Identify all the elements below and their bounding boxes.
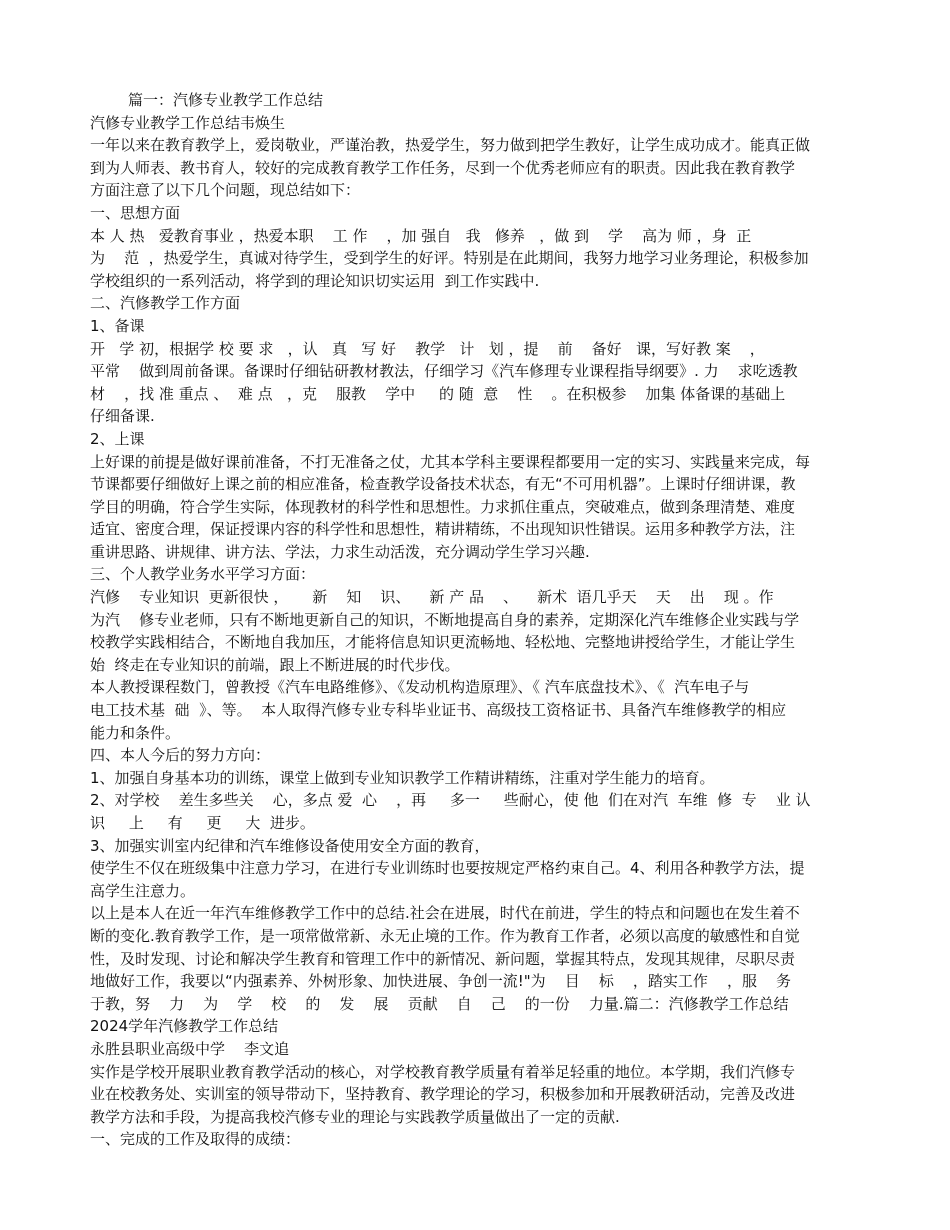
text-line: 1、加强自身基本功的训练，课堂上做到专业知识教学工作精讲精练，注重对学生能力的培育。: [90, 768, 715, 787]
text-line: 节课都要仔细做好上课之前的相应准备，检查教学设备技术状态，有无“不可用机器”。上课时仔细讲课，教: [90, 475, 796, 494]
text-line: 方面注意了以下几个问题，现总结如下：: [90, 181, 361, 200]
author-line: 永胜县职业高级中学 李文追: [90, 1039, 290, 1058]
text-line: 校教学实践相结合，不断地自我加压，才能将信息知识更流畅地、轻松地、完整地讲授给学生，才能让学生: [90, 633, 796, 652]
text-line: 学目的明确，符合学生实际，体现教材的科学性和思想性。力求抓住重点，突破难点，做到条理清楚、难度: [90, 497, 796, 516]
text-line: 地做好工作，我要以“内强素养、外树形象、加快进展、争创一流!"为 目 标 ，踏实工作 ，服 务: [90, 972, 792, 991]
heading-line: 1、备课: [90, 316, 145, 335]
text-line: 高学生注意力。: [90, 881, 196, 900]
text-line: 本人教授课程数门，曾教授《汽车电路维修》、《发动机构造原理》、《 汽车底盘技术》、《 汽车电子与: [90, 678, 750, 697]
text-line: 材 ，找 准 重点 、 难 点 ，克 服教 学中 的 随 意 性 。在积极参 加集 体备课的基础上: [90, 384, 786, 403]
text-line: 断的变化.教育教学工作，是一项常做常新、永无止境的工作。作为教育工作者，必须以高度的敏感性和自觉: [90, 926, 800, 945]
text-line: 以上是本人在近一年汽车维修教学工作中的总结.社会在进展，时代在前进，学生的特点和问题也在发生着不: [90, 904, 800, 923]
section-title: 篇一：汽修专业教学工作总结: [128, 91, 324, 109]
text-line: 重讲思路、讲规律、讲方法、学法，力求生动活泼，充分调动学生学习兴趣.: [90, 542, 590, 561]
document-subtitle: 汽修专业教学工作总结韦焕生: [90, 113, 286, 132]
heading-line: 三、个人教学业务水平学习方面：: [90, 565, 316, 584]
text-line: 电工技术基 础 》、等。 本人取得汽修专业专科毕业证书、高级技工资格证书、具备汽车维修教学的相应: [90, 701, 787, 720]
text-line: 3、加强实训室内纪律和汽车维修设备使用安全方面的教育，: [90, 836, 490, 855]
text-line: 汽修 专业知识 更新很快 ， 新 知 识、 新 产 品 、 新术 语几乎天 天 出 现 。作: [90, 588, 774, 607]
heading-line: 2、上课: [90, 429, 145, 448]
heading-line: 一、完成的工作及取得的成绩：: [90, 1130, 301, 1149]
text-line: 开 学 初，根据学 校 要 求 ，认 真 写 好 教学 计 划 ，提 前 备好 课，写好教 案 ，: [90, 339, 765, 358]
text-line: 本 人 热 爱教育事业 ，热爱本职 工 作 ，加 强自 我 修养 ，做 到 学 高为 师 ，身 正: [90, 226, 752, 245]
text-line: 仔细备课.: [90, 407, 155, 426]
text-line: 能力和条件。: [90, 723, 181, 742]
text-line: 教学方法和手段，为提高我校汽修专业的理论与实践教学质量做出了一定的贡献.: [90, 1107, 620, 1126]
text-line: 平常 做到周前备课。备课时仔细钻研教材教法，仔细学习《汽车修理专业课程指导纲要》. 力 求吃透教: [90, 362, 798, 381]
document-body: [90, 89, 862, 1151]
text-line: 学校组织的一系列活动，将学到的理论知识切实运用 到工作实践中.: [90, 271, 540, 290]
text-line: 识 上 有 更 大 进步。: [90, 814, 315, 832]
text-line: 适宜、密度合理，保证授课内容的科学性和思想性，精讲精练，不出现知识性错误。运用多种教学方法，注: [90, 520, 796, 539]
section-title: 2024学年汽修教学工作总结: [90, 1017, 279, 1036]
text-line: 使学生不仅在班级集中注意力学习，在进行专业训练时也要按规定严格约束自己。4、利用各种教学方法，提: [90, 859, 805, 878]
text-line: 实作是学校开展职业教育教学活动的核心，对学校教育教学质量有着举足轻重的地位。本学期，我们汽修专: [90, 1062, 796, 1081]
heading-line: 一、思想方面: [90, 203, 181, 222]
heading-line: 二、汽修教学工作方面: [90, 294, 241, 313]
text-line: 性，及时发现、讨论和解决学生教育和管理工作中的新情况、新问题，掌握其特点，发现其规律，尽职尽责: [90, 949, 796, 968]
text-line: 上好课的前提是做好课前准备，不打无准备之仗，尤其本学科主要课程都要用一定的实习、实践量来完成，每: [90, 452, 811, 471]
text-line: 到为人师表、教书育人，较好的完成教育教学工作任务，尽到一个优秀老师应有的职责。因此我在教育教学: [90, 158, 796, 177]
text-line: 业在校教务处、实训室的领导带动下，坚持教育、教学理论的学习，积极参加和开展教研活动，完善及改进: [90, 1085, 796, 1104]
text-line: 一年以来在教育教学上，爱岗敬业，严谨治教，热爱学生，努力做到把学生教好，让学生成功成才。能真正做: [90, 136, 811, 155]
text-line: 为汽 修专业老师，只有不断地更新自己的知识，不断地提高自身的素养，定期深化汽车维修企业实践与学: [90, 610, 800, 629]
text-line: 始 终走在专业知识的前端，跟上不断进展的时代步伐。: [90, 655, 460, 674]
text-line: 2、对学校 差生多些关 心，多点 爱 心 ，再 多一 些耐心，使 他 们在对汽 车维 修 专 业 认: [90, 791, 811, 810]
text-line: 于教，努 力 为 学 校 的 发 展 贡献 自 己 的一份 力量.篇二：汽修教学工作总结: [90, 994, 789, 1013]
text-line: 为 范 ，热爱学生，真诚对待学生，受到学生的好评。特别是在此期间，我努力地学习业务理论，积极参加: [90, 249, 809, 268]
heading-line: 四、本人今后的努力方向：: [90, 746, 271, 765]
